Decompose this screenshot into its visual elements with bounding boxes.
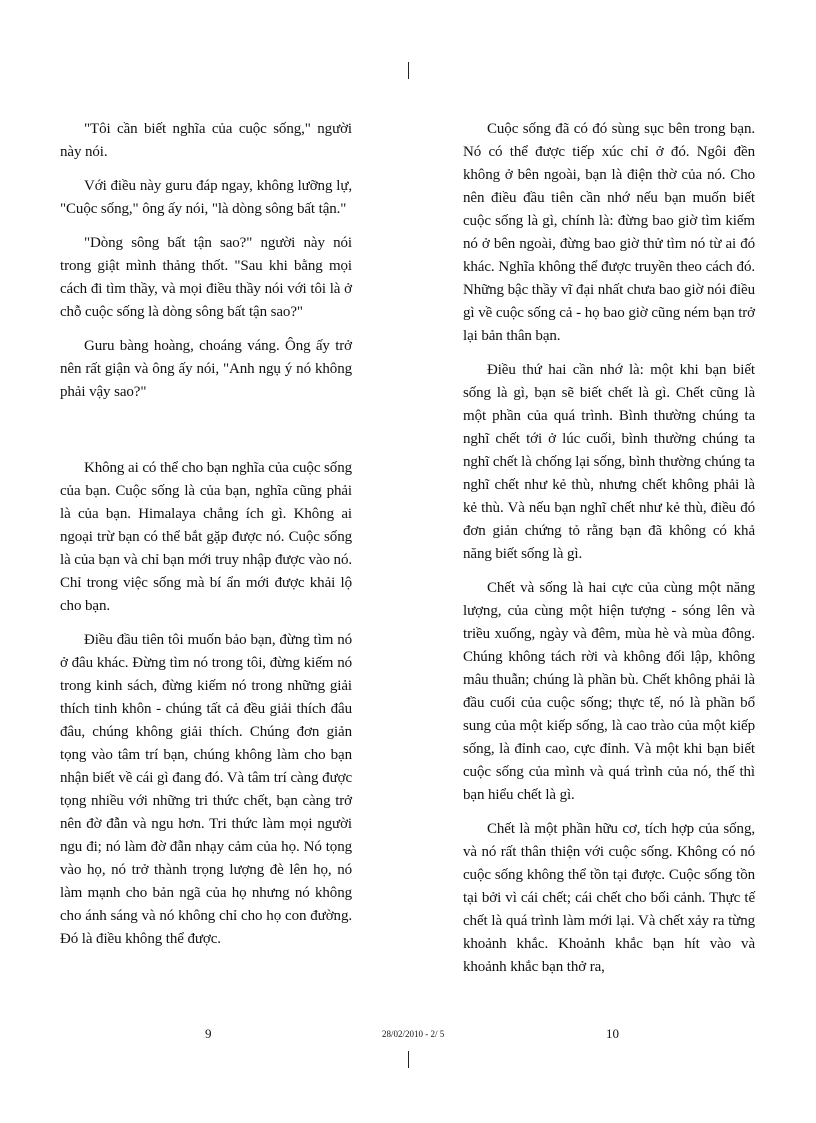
paragraph: Chết và sống là hai cực của cùng một năng lượng, của cùng một hiện tượng - sóng lên và triều xuống, ngày và đêm, mùa hè và mùa đông. Chúng không tách rời và không đối lập, không mâu thuẫn; chúng là phần bù. Chết không phải là đầu cuối của cuộc sống; thực tế, nó là phần bổ sung của một kiếp sống, là cao trào của một kiếp sống, là đỉnh cao, cực đỉnh. Và một khi bạn biết cuộc sống của mình và quá trình của nó, thế thì bạn hiểu chết là gì. bbox=[463, 580, 755, 803]
top-center-mark bbox=[408, 62, 409, 79]
paragraph: Guru bàng hoàng, choáng váng. Ông ấy trở nên rất giận và ông ấy nói, "Anh ngụ ý nó không phải vậy sao?" bbox=[60, 338, 352, 400]
paragraph: Không ai có thể cho bạn nghĩa của cuộc sống của bạn. Cuộc sống là của bạn, nghĩa cũng phải là của bạn. Himalaya chẳng ích gì. Không ai ngoại trừ bạn có thể bắt gặp được nó. Cuộc sống là của bạn và chỉ bạn mới truy nhập được vào nó. Chỉ trong việc sống mà bí ẩn mới được khải lộ cho bạn. bbox=[60, 460, 352, 614]
right-page-column bbox=[463, 118, 755, 990]
print-date: 28/02/2010 - 2/ 5 bbox=[382, 1029, 445, 1039]
bottom-center-mark bbox=[408, 1051, 409, 1068]
paragraph: Cuộc sống đã có đó sùng sục bên trong bạn. Nó có thể được tiếp xúc chỉ ở đó. Ngôi đền không ở bên ngoài, bạn là điện thờ của nó. Cho nên điều đầu tiên cần nhớ nếu bạn muốn biết cuộc sống là gì, chính là: đừng bao giờ tìm kiếm nó ở bên ngoài, đừng bao giờ thử tìm nó từ ai đó khác. Nghĩa không thể được truyền theo cách đó. Những bậc thầy vĩ đại nhất chưa bao giờ nói điều gì về cuộc sống cả - họ bao giờ cũng ném bạn trở lại bản thân bạn. bbox=[463, 121, 755, 344]
right-page-number: 10 bbox=[606, 1026, 619, 1041]
paragraph: Chết là một phần hữu cơ, tích hợp của sống, và nó rất thân thiện với cuộc sống. Không có nó cuộc sống không thể tồn tại được. Cuộc sống tồn tại bởi vì cái chết; cái chết cho bối cảnh. Thực tế chết là quá trình làm mới lại. Và chết xảy ra từng khoảnh khắc. Khoảnh khắc bạn hít vào và khoảnh khắc bạn thở ra, bbox=[463, 821, 755, 975]
paragraph: "Dòng sông bất tận sao?" người này nói trong giật mình thảng thốt. "Sau khi bằng mọi cách đi tìm thầy, và mọi điều thầy nói với tôi là ở chỗ cuộc sống là dòng sông bất tận sao?" bbox=[60, 235, 352, 320]
left-page-column bbox=[60, 118, 352, 962]
paragraph: Với điều này guru đáp ngay, không lưỡng lự, "Cuộc sống," ông ấy nói, "là dòng sông bất tận." bbox=[60, 178, 352, 217]
left-page-number: 9 bbox=[205, 1026, 212, 1041]
paragraph: Điều thứ hai cần nhớ là: một khi bạn biết sống là gì, bạn sẽ biết chết là gì. Chết cũng là một phần của quá trình. Bình thường chúng ta nghĩ chết tới ở lúc cuối, bình thường chúng ta nghĩ chết là chống lại sống, bình thường chúng ta nghĩ chết như kẻ thù, nhưng chết không phải là kẻ thù. Và nếu bạn nghĩ chết như kẻ thù, điều đó đơn giản chứng tỏ rằng bạn đã không có khả năng biết sống là gì. bbox=[463, 362, 755, 562]
paragraph: "Tôi cần biết nghĩa của cuộc sống," người này nói. bbox=[60, 121, 352, 160]
paragraph: Điều đầu tiên tôi muốn bảo bạn, đừng tìm nó ở đâu khác. Đừng tìm nó trong tôi, đừng kiếm nó trong kinh sách, đừng kiếm nó trong những giải thích tinh khôn - chúng tất cả đều giải thích đâu đâu, chúng không giải thích. Chúng đơn giản tọng vào tâm trí bạn, chúng không làm cho bạn nhận biết về cái gì đang đó. Và tâm trí càng được tọng nhiều với những tri thức chết, bạn càng trở nên đờ đẫn và ngu hơn. Tri thức làm mọi người ngu đi; nó làm đờ đẫn nhạy cảm của họ. Nó tọng vào họ, nó trở thành trọng lượng đè lên họ, nó làm mạnh cho bản ngã của họ nhưng nó không cho ánh sáng và nó không chỉ cho họ con đường. Đó là điều không thể được. bbox=[60, 632, 352, 947]
